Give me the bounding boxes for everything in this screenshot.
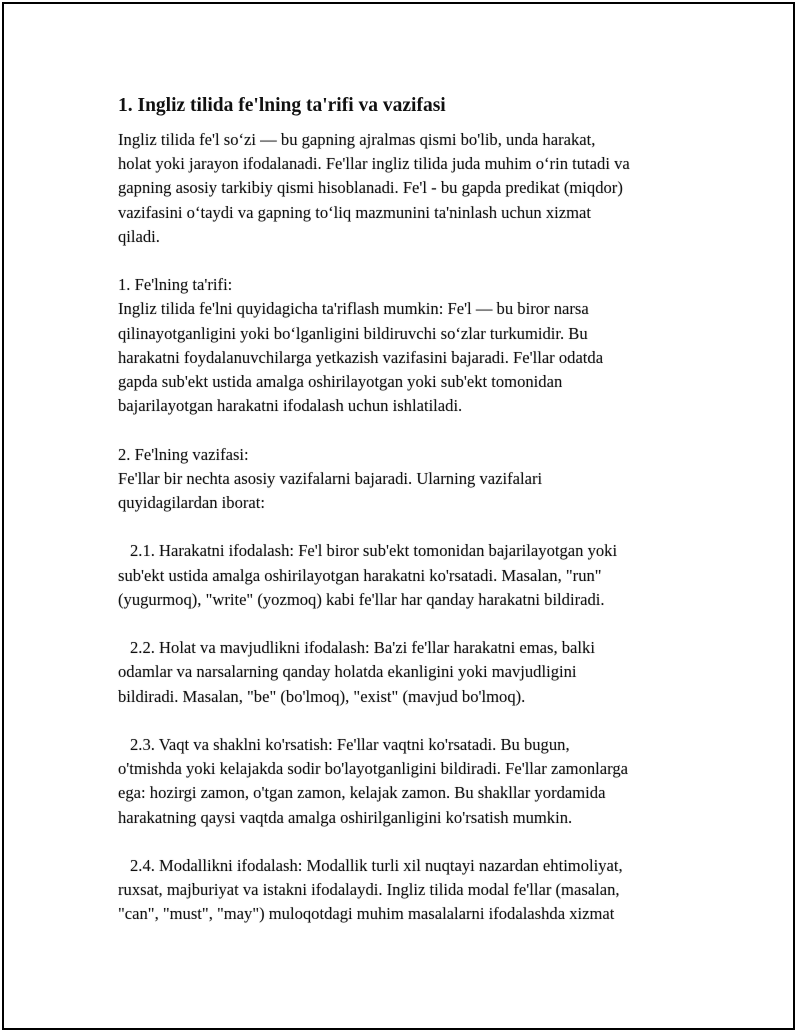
text-line: odamlar va narsalarning qanday holatda ekanligini yoki mavjudligini — [118, 662, 577, 682]
text-line: gapning asosiy tarkibiy qismi hisoblanadi. Fe'l - bu gapda predikat (miqdor) — [118, 178, 623, 198]
document-body — [118, 92, 693, 927]
text-line: qiladi. — [118, 226, 160, 246]
text-line: (yugurmoq), "write" (yozmoq) kabi fe'llar har qanday harakatni bildiradi. — [118, 589, 605, 609]
text-line: 2.3. Vaqt va shaklni ko'rsatish: Fe'llar vaqtni ko'rsatadi. Bu bugun, — [130, 735, 570, 754]
intro-paragraph — [118, 128, 693, 249]
text-line: 2.4. Modallikni ifodalash: Modallik turli xil nuqtayi nazardan ehtimoliyat, — [130, 856, 623, 875]
section-functions — [118, 443, 693, 516]
text-line: qilinayotganligini yoki bo‘lganligini bildiruvchi so‘zlar turkumidir. Bu — [118, 323, 588, 343]
text-line: harakatni foydalanuvchilarga yetkazish vazifasini bajaradi. Fe'llar odatda — [118, 347, 604, 367]
text-line: "can", "must", "may") muloqotdagi muhim masalalarni ifodalashda xizmat — [118, 904, 615, 924]
item-modality — [118, 854, 693, 927]
document-heading: 1. Ingliz tilida fe'lning ta'rifi va vazifasi — [118, 95, 446, 116]
text-line: bajarilayotgan harakatni ifodalash uchun ishlatiladi. — [118, 396, 463, 416]
text-line: Fe'llar bir nechta asosiy vazifalarni bajaradi. Ularning vazifalari — [118, 468, 543, 488]
text-line: Ingliz tilida fe'lni quyidagicha ta'riflash mumkin: Fe'l — bu biror narsa — [118, 299, 589, 319]
item-tense — [118, 733, 693, 830]
text-line: o'tmishda yoki kelajakda sodir bo'layotganligini bildiradi. Fe'llar zamonlarga — [118, 759, 629, 779]
section-definition — [118, 273, 693, 418]
text-line: bildiradi. Masalan, "be" (bo'lmoq), "exist" (mavjud bo'lmoq). — [118, 686, 526, 706]
text-line: 2.2. Holat va mavjudlikni ifodalash: Ba'zi fe'llar harakatni emas, balki — [130, 638, 595, 658]
section-title: 2. Fe'lning vazifasi: — [118, 444, 249, 464]
text-line: vazifasini o‘taydi va gapning to‘liq mazmunini ta'ninlash uchun xizmat — [118, 202, 592, 222]
item-action — [118, 539, 693, 612]
text-line: 2.1. Harakatni ifodalash: Fe'l biror sub'ekt tomonidan bajarilayotgan yoki — [130, 541, 618, 561]
text-line: gapda sub'ekt ustida amalga oshirilayotgan yoki sub'ekt tomonidan — [118, 372, 563, 392]
text-line: sub'ekt ustida amalga oshirilayotgan harakatni ko'rsatadi. Masalan, "run" — [118, 565, 602, 585]
section-title: 1. Fe'lning ta'rifi: — [118, 275, 233, 295]
text-line: ega: hozirgi zamon, o'tgan zamon, kelajak zamon. Bu shakllar yordamida — [118, 783, 606, 803]
text-line: Ingliz tilida fe'l so‘zi — bu gapning ajralmas qismi bo'lib, unda harakat, — [118, 130, 596, 149]
item-state — [118, 636, 693, 709]
text-line: harakatning qaysi vaqtda amalga oshirilganligini ko'rsatish mumkin. — [118, 807, 573, 827]
text-line: ruxsat, majburiyat va istakni ifodalaydi. Ingliz tilida modal fe'llar (masalan, — [118, 880, 620, 900]
text-line: holat yoki jarayon ifodalanadi. Fe'llar ingliz tilida juda muhim o‘rin tutadi va — [118, 154, 630, 174]
text-line: quyidagilardan iborat: — [118, 493, 265, 513]
